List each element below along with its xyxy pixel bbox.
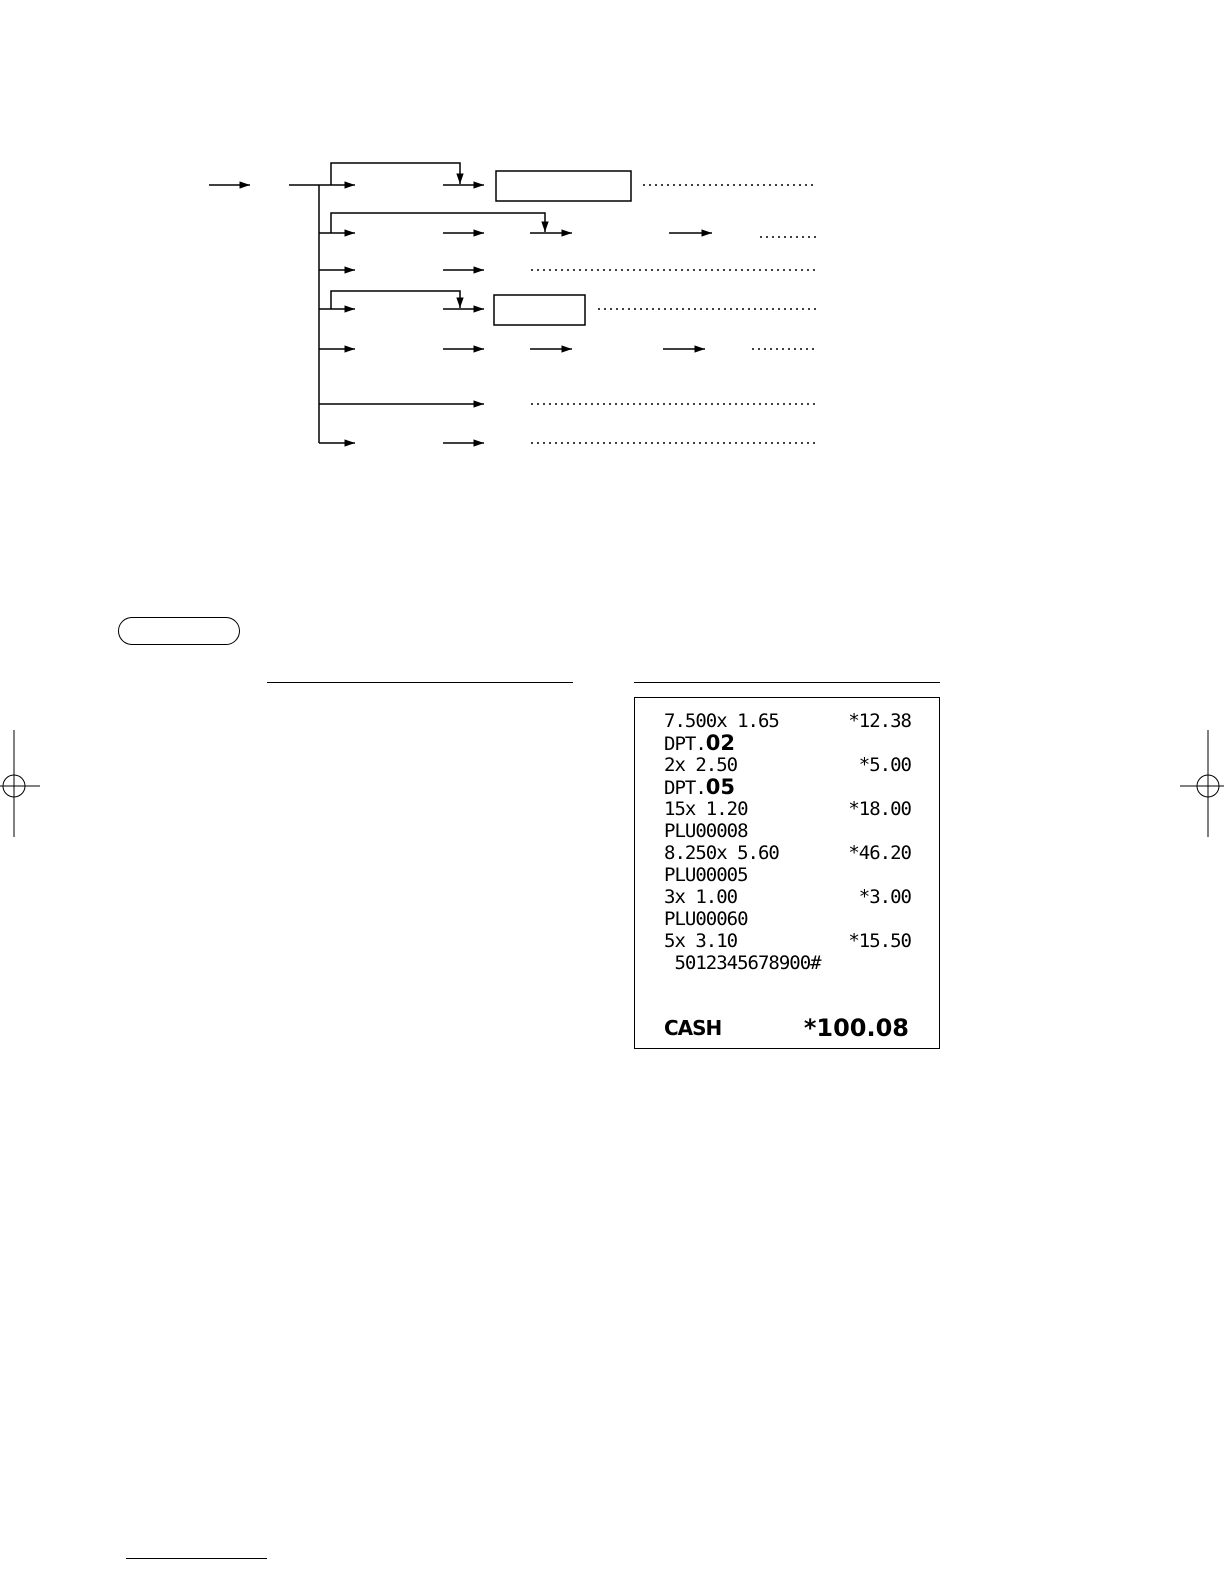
receipt-printout xyxy=(634,697,940,1049)
receipt-line xyxy=(635,908,939,930)
print-column-rule xyxy=(634,682,940,683)
receipt-line xyxy=(635,754,939,776)
receipt-item-amount: *3.00 xyxy=(858,886,911,908)
receipt-plu-code: PLU00005 xyxy=(664,864,748,886)
receipt-plu-code: PLU00060 xyxy=(664,908,748,930)
receipt-total-label: CASH xyxy=(664,1016,722,1040)
row4-display-box xyxy=(494,295,585,325)
key-operation-column-rule xyxy=(267,682,573,683)
receipt-line xyxy=(635,864,939,886)
receipt-item-qty-price: 2x 2.50 xyxy=(664,754,738,776)
receipt-dept-label: DPT.02 xyxy=(664,731,735,755)
receipt-line xyxy=(635,952,939,974)
receipt-total-line xyxy=(635,1016,939,1042)
receipt-barcode-number: 5012345678900# xyxy=(664,952,821,974)
receipt-line xyxy=(635,930,939,952)
receipt-item-qty-price: 7.500x 1.65 xyxy=(664,710,779,732)
row4-bypass xyxy=(331,291,460,309)
row1-display-box xyxy=(496,171,631,201)
receipt-line xyxy=(635,820,939,842)
receipt-item-amount: *46.20 xyxy=(848,842,911,864)
receipt-item-qty-price: 15x 1.20 xyxy=(664,798,748,820)
row1-bypass xyxy=(331,163,460,185)
receipt-line xyxy=(635,732,939,754)
row2-bypass xyxy=(331,213,545,233)
footnote-rule xyxy=(126,1558,267,1559)
receipt-item-amount: *18.00 xyxy=(848,798,911,820)
receipt-line xyxy=(635,710,939,732)
registration-mark-left xyxy=(0,730,42,840)
registration-mark-right xyxy=(1178,730,1224,840)
receipt-total-amount: *100.08 xyxy=(803,1014,909,1042)
receipt-dept-label: DPT.05 xyxy=(664,775,735,799)
receipt-line xyxy=(635,798,939,820)
receipt-item-qty-price: 5x 3.10 xyxy=(664,930,738,952)
receipt-item-amount: *12.38 xyxy=(848,710,911,732)
receipt-line xyxy=(635,776,939,798)
receipt-line xyxy=(635,842,939,864)
receipt-item-amount: *5.00 xyxy=(858,754,911,776)
receipt-line xyxy=(635,886,939,908)
receipt-item-qty-price: 8.250x 5.60 xyxy=(664,842,779,864)
example-badge xyxy=(118,617,240,645)
receipt-item-qty-price: 3x 1.00 xyxy=(664,886,738,908)
receipt-item-amount: *15.50 xyxy=(848,930,911,952)
receipt-plu-code: PLU00008 xyxy=(664,820,748,842)
